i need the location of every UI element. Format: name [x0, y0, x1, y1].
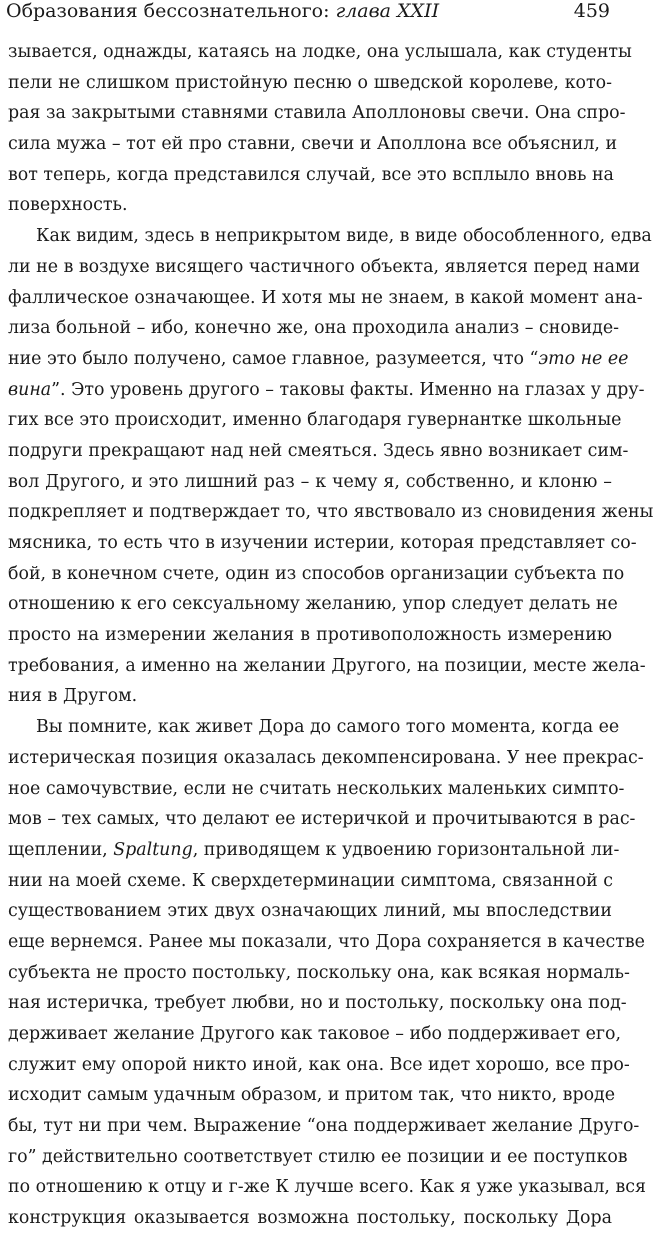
- text-line: пели не слишком пристойную песню о шведской королеве, кото-: [8, 72, 612, 93]
- text-line: по отношению к отцу и г-же К лучше всего. Как я уже указывал, вся: [8, 1177, 646, 1198]
- text-line: рая за закрытыми ставнями ставила Аполлоновы свечи. Она спро-: [8, 103, 626, 124]
- text-line: щеплении, Spaltung, приводящем к удвоению горизонтальной ли-: [8, 839, 620, 860]
- text-line: ние это было получено, самое главное, разумеется, что “это не ее: [8, 348, 629, 369]
- text-line: существованием этих двух означающих линий, мы впоследствии: [8, 901, 612, 922]
- text-line: ная истеричка, требует любви, но и постольку, поскольку она под-: [8, 993, 627, 1014]
- running-title-text: Образования бессознательного:: [6, 0, 330, 22]
- text-line: нии на моей схеме. К сверхдетерминации симптома, связанной с: [8, 870, 614, 891]
- text-line: вот теперь, когда представился случай, все это всплыло вновь на: [8, 164, 614, 185]
- text-line: ное самочувствие, если не считать нескольких маленьких симпто-: [8, 778, 625, 799]
- text-line: лиза больной – ибо, конечно же, она проходила анализ – сновиде-: [8, 318, 620, 339]
- text-line: отношению к его сексуальному желанию, упор следует делать не: [8, 594, 618, 615]
- text-line: еще вернемся. Ранее мы показали, что Дора сохраняется в качестве: [8, 931, 645, 952]
- running-title: [6, 0, 439, 22]
- page-number: 459: [573, 0, 610, 22]
- running-header: [6, 0, 610, 24]
- text-line: подруги прекращают над ней смеяться. Здесь явно возникает сим-: [8, 440, 629, 461]
- body-text: [8, 37, 653, 1234]
- text-line: просто на измерении желания в противоположность измерению: [8, 625, 612, 646]
- text-line: конструкция оказывается возможна постольку, поскольку Дора: [8, 1208, 612, 1229]
- text-line: мов – тех самых, что делают ее истеричкой и прочитываются в рас-: [8, 809, 636, 830]
- text-line: бой, в конечном счете, один из способов организации субъекта по: [8, 563, 625, 584]
- text-line: ли не в воздухе висящего частичного объекта, является перед нами: [8, 256, 641, 277]
- text-line: Вы помните, как живет Дора до самого того момента, когда ее: [36, 717, 620, 738]
- text-line: вол Другого, и это лишний раз – к чему я, собственно, и клоню –: [8, 471, 612, 492]
- text-line: требования, а именно на желании Другого, на позиции, месте жела-: [8, 655, 646, 676]
- text-line: подкрепляет и подтверждает то, что явствовало из сновидения жены: [8, 502, 653, 523]
- text-line: вина”. Это уровень другого – таковы факты. Именно на глазах у дру-: [8, 379, 645, 400]
- text-line: исходит самым удачным образом, и притом так, что никто, вроде: [8, 1085, 616, 1106]
- text-line: поверхность.: [8, 195, 128, 216]
- text-line: сила мужа – тот ей про ставни, свечи и Аполлона все объяснил, и: [8, 134, 618, 155]
- text-line: гих все это происходит, именно благодаря гувернантке школьные: [8, 410, 622, 431]
- text-line: Как видим, здесь в неприкрытом виде, в виде обособленного, едва: [36, 226, 652, 247]
- text-line: мясника, то есть что в изучении истерии, которая представляет со-: [8, 533, 637, 553]
- text-line: держивает желание Другого как таковое – ибо поддерживает его,: [8, 1024, 622, 1044]
- text-line: субъекта не просто постольку, поскольку она, как всякая нормаль-: [8, 962, 630, 983]
- text-line: бы, тут ни при чем. Выражение “она поддерживает желание Друго-: [8, 1116, 640, 1137]
- text-line: служит ему опорой никто иной, как она. Все идет хорошо, все про-: [8, 1054, 630, 1075]
- chapter-label: глава XXII: [335, 0, 440, 22]
- text-line: го” действительно соответствует стилю ее позиции и ее поступков: [8, 1146, 628, 1167]
- text-line: истерическая позиция оказалась декомпенсирована. У нее прекрас-: [8, 747, 644, 768]
- text-line: фаллическое означающее. И хотя мы не знаем, в какой момент ана-: [8, 287, 643, 308]
- text-line: зывается, однажды, катаясь на лодке, она услышала, как студенты: [8, 42, 632, 62]
- text-line: ния в Другом.: [8, 686, 138, 707]
